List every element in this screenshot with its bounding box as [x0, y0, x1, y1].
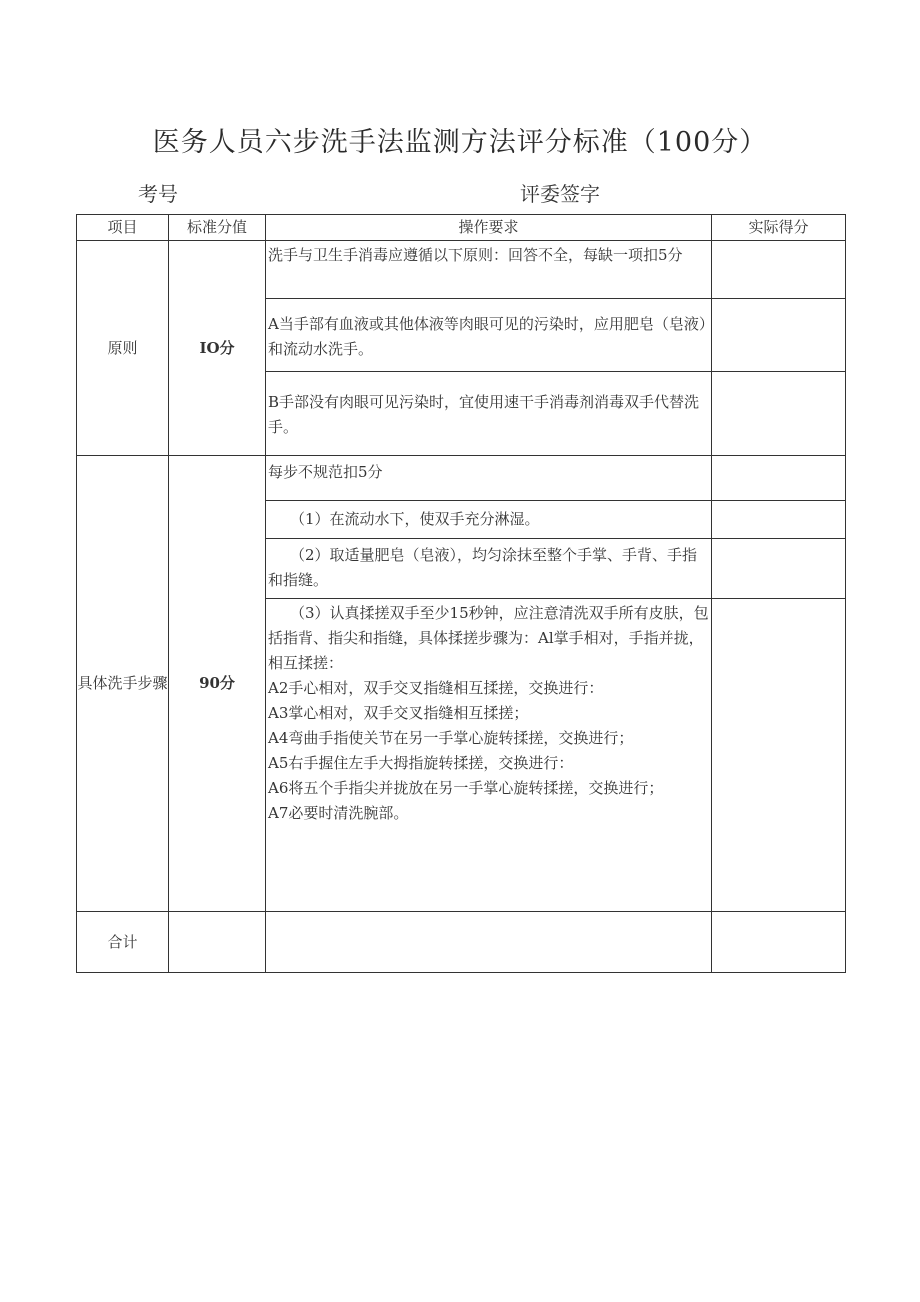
- scoring-table: [76, 214, 846, 973]
- actual-score-cell[interactable]: [712, 539, 846, 599]
- header-actual-score: 实际得分: [712, 215, 846, 241]
- actual-score-cell[interactable]: [712, 456, 846, 501]
- actual-score-cell[interactable]: [712, 372, 846, 456]
- principle-item: 原则: [77, 241, 169, 456]
- total-requirement-cell[interactable]: [266, 912, 712, 973]
- header-item: 项目: [77, 215, 169, 241]
- steps-item: 具体洗手步骤: [77, 456, 169, 912]
- total-standard-cell[interactable]: [169, 912, 266, 973]
- step-2: （2）取适量肥皂（皂液），均匀涂抹至整个手掌、手背、手指和指缝。: [266, 539, 712, 599]
- principle-score: IO分: [169, 241, 266, 456]
- actual-score-cell[interactable]: [712, 501, 846, 539]
- actual-score-cell[interactable]: [712, 599, 846, 912]
- actual-score-cell[interactable]: [712, 299, 846, 372]
- table-row: [77, 456, 846, 501]
- table-row: [77, 912, 846, 973]
- header-requirements: 操作要求: [266, 215, 712, 241]
- judge-signature-label: 评委签字: [520, 182, 600, 206]
- step-3-a2: A2手心相对，双手交叉指缝相互揉搓，交换进行：: [268, 679, 604, 697]
- document-title: 医务人员六步洗手法监测方法评分标准（100分）: [152, 127, 768, 158]
- principle-requirement-intro: 洗手与卫生手消毒应遵循以下原则：回答不全，每缺一项扣5分: [266, 241, 712, 299]
- step-1: （1）在流动水下，使双手充分淋湿。: [266, 501, 712, 539]
- exam-number-label: 考号: [138, 182, 178, 206]
- principle-requirement-a: A当手部有血液或其他体液等肉眼可见的污染时，应用肥皂（皂液）和流动水洗手。: [266, 299, 712, 372]
- steps-requirement-intro: 每步不规范扣5分: [266, 456, 712, 501]
- header-standard-score: 标准分值: [169, 215, 266, 241]
- table-header-row: [77, 215, 846, 241]
- step-3-a7: A7必要时清洗腕部。: [268, 804, 409, 822]
- step-3-a6: A6将五个手指尖并拢放在另一手掌心旋转揉搓，交换进行；: [268, 779, 664, 797]
- actual-score-cell[interactable]: [712, 241, 846, 299]
- step-3: [266, 599, 712, 912]
- table-row: [77, 241, 846, 299]
- total-actual-score-cell[interactable]: [712, 912, 846, 973]
- total-item: 合计: [77, 912, 169, 973]
- step-3-text: （3）认真揉搓双手至少15秒钟，应注意清洗双手所有皮肤，包括指背、指尖和指缝，具体揉搓步骤为：Al掌手相对，手指并拢，相互揉搓：: [268, 604, 709, 672]
- step-3-a5: A5右手握住左手大拇指旋转揉搓，交换进行：: [268, 754, 574, 772]
- step-3-a4: A4弯曲手指使关节在另一手掌心旋转揉搓，交换进行；: [268, 729, 634, 747]
- steps-score: 90分: [169, 456, 266, 912]
- step-3-a3: A3掌心相对，双手交叉指缝相互揉搓；: [268, 704, 529, 722]
- principle-requirement-b: B手部没有肉眼可见污染时，宜使用速干手消毒剂消毒双手代替洗手。: [266, 372, 712, 456]
